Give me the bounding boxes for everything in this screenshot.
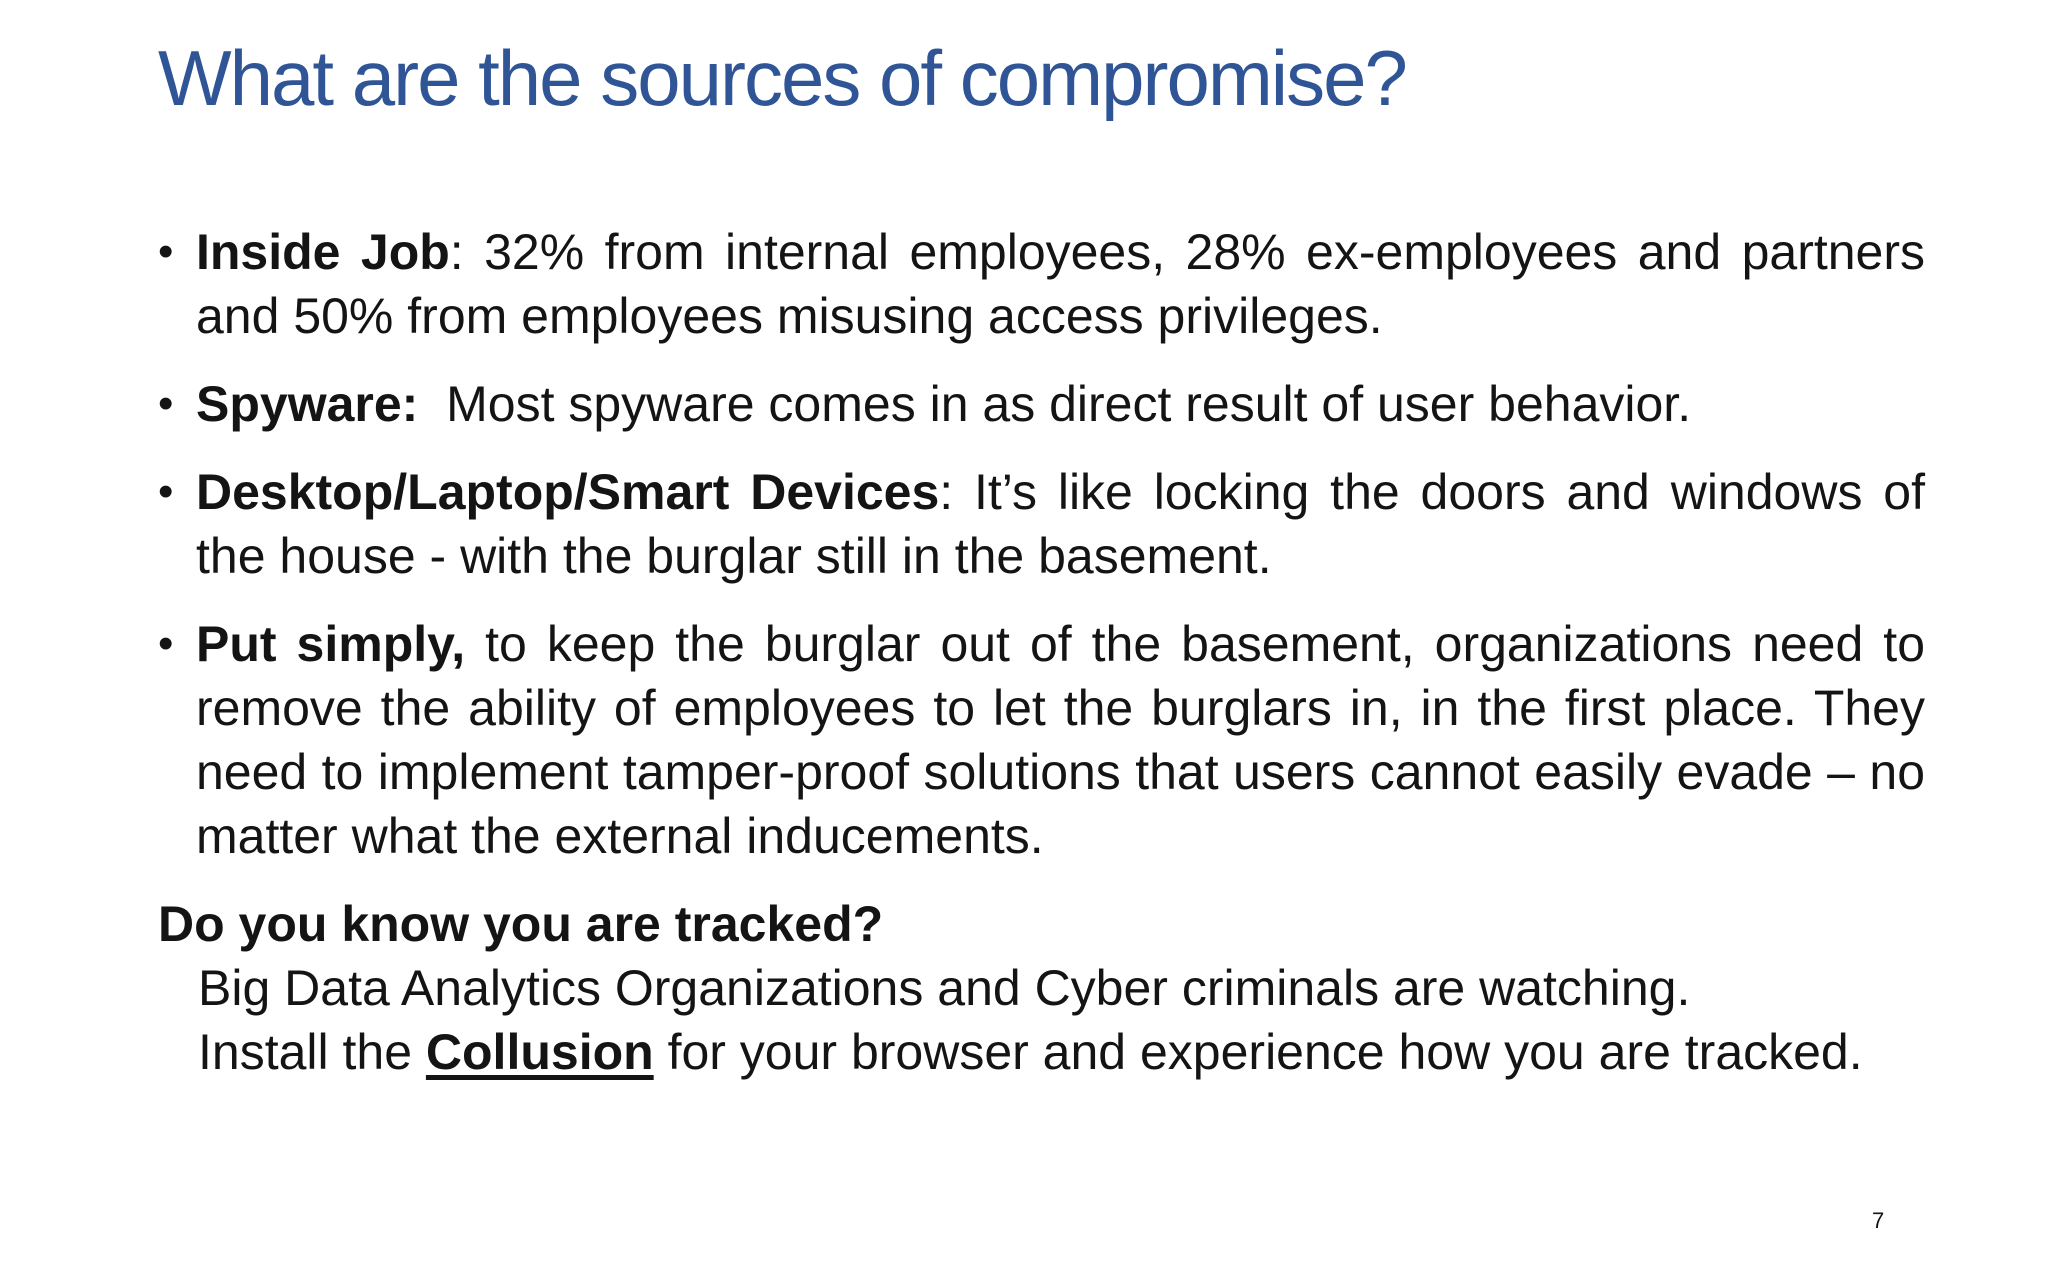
bullet-put-simply [158, 612, 1925, 868]
bullet-inside-job [158, 220, 1925, 348]
bullet-label: Spyware: [196, 376, 419, 432]
bullet-text: Most spyware comes in as direct result of user behavior. [418, 376, 1692, 432]
bullet-label: Inside Job [196, 224, 450, 280]
tracked-text-before: Install the [198, 1024, 426, 1080]
collusion-link[interactable]: Collusion [425, 1024, 654, 1080]
bullet-devices [158, 460, 1925, 588]
bullet-dot-icon: • [158, 619, 174, 668]
bullet-label: Put simply, [196, 616, 466, 672]
bullet-text: : 32% from internal employees, 28% ex-employees and partners and 50% from employees misusing access privileges. [196, 224, 1925, 344]
tracked-text-after: for your browser and experience how you are tracked. [653, 1024, 1863, 1080]
bullet-label: Desktop/Laptop/Smart Devices [196, 464, 940, 520]
bullet-spyware [158, 372, 1925, 436]
bullet-text: : It’s like locking the doors and windows of the house - with the burglar still in the basement. [196, 464, 1925, 584]
tracked-line-1: Big Data Analytics Organizations and Cyber criminals are watching. [198, 960, 1691, 1016]
page-number: 7 [1872, 1208, 1885, 1233]
tracked-heading: Do you know you are tracked? [158, 896, 884, 952]
tracked-line-2 [158, 1020, 1925, 1084]
tracked-section [158, 892, 1925, 1084]
bullet-dot-icon: • [158, 467, 174, 516]
bullet-dot-icon: • [158, 227, 174, 276]
bullet-list [158, 220, 1925, 892]
bullet-text: to keep the burglar out of the basement, organizations need to remove the ability of employees to let the burglars in, in the first place. They need to implement tamper-proof solutions that users cannot easily evade – no matter what the external inducements. [196, 616, 1926, 864]
slide-title: What are the sources of compromise? [158, 34, 1406, 122]
bullet-dot-icon: • [158, 379, 174, 428]
